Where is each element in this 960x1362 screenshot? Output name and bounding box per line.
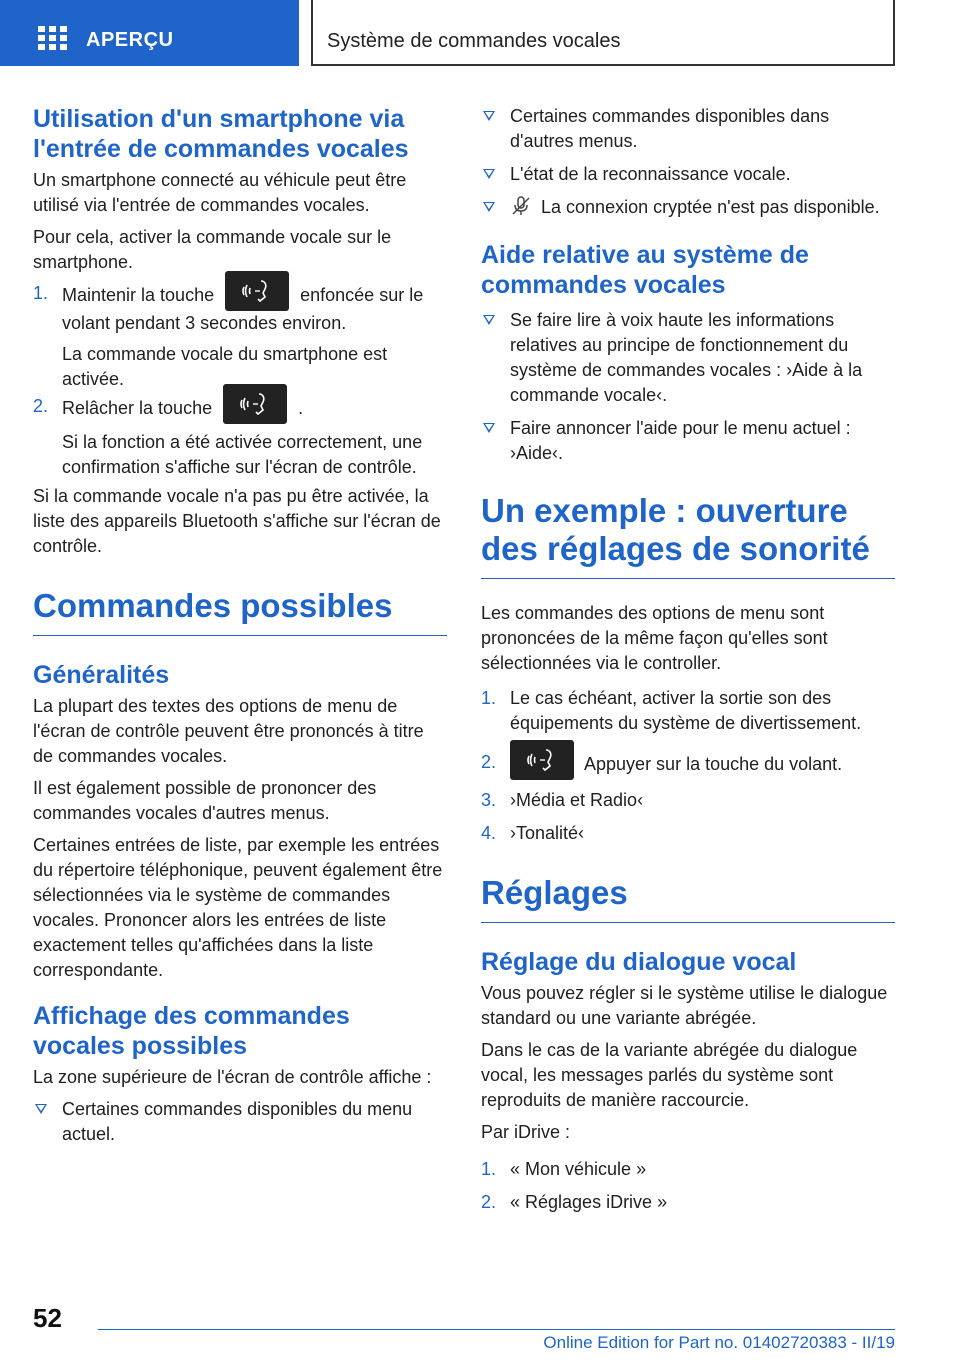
step-note: La commande vocale du smartphone est activée. bbox=[62, 344, 388, 389]
list-item bbox=[481, 104, 895, 154]
bullet-text bbox=[510, 195, 895, 220]
step-number: 1. bbox=[481, 688, 497, 708]
page-number: 52 bbox=[33, 1303, 62, 1333]
subsection-title-display: Affichage des commandes vocales possibles bbox=[33, 1002, 350, 1060]
chapter-title: Système de commandes vocales bbox=[327, 30, 621, 52]
paragraph: Dans le cas de la variante abrégée du dialogue vocal, les messages parlés du système sont reproduits de manière raccourcie. bbox=[481, 1040, 858, 1110]
section-heading-commands: Commandes possibles bbox=[33, 587, 447, 636]
paragraph: La zone supérieure de l'écran de contrôle affiche : bbox=[33, 1067, 432, 1087]
list-item bbox=[481, 1190, 895, 1215]
step-text-pre: Relâcher la touche bbox=[62, 397, 213, 418]
step-number: 2. bbox=[481, 1192, 497, 1212]
right-column bbox=[481, 104, 895, 1223]
list-item bbox=[481, 686, 895, 736]
triangle-bullet-icon bbox=[483, 202, 495, 212]
step-text: « Réglages iDrive » bbox=[510, 1192, 668, 1212]
paragraph: Certaines entrées de liste, par exemple les entrées du répertoire téléphonique, peuvent également être sélectionnées via le système de commandes vocales. Prononcer alors les entrées de liste exactement telles qu'affichées dans la liste correspondante. bbox=[33, 835, 443, 980]
paragraph: Par iDrive : bbox=[481, 1122, 571, 1142]
left-column bbox=[33, 104, 447, 1155]
list-item bbox=[33, 281, 447, 392]
bullet-text: L'état de la reconnaissance vocale. bbox=[510, 164, 791, 184]
paragraph: Si la commande vocale n'a pas pu être activée, la liste des appareils Bluetooth s'affiche sur l'écran de contrôle. bbox=[33, 486, 441, 556]
list-item bbox=[481, 788, 895, 813]
subsection-title-dialog: Réglage du dialogue vocal bbox=[481, 948, 797, 976]
triangle-bullet-icon bbox=[483, 423, 495, 433]
bullet-text: Faire annoncer l'aide pour le menu actuel : ›Aide‹. bbox=[510, 418, 851, 463]
voice-button-icon bbox=[223, 384, 287, 424]
voice-button-icon bbox=[510, 740, 574, 780]
section-heading-example: Un exemple : ouverture des réglages de sonorité bbox=[481, 492, 895, 579]
step-text: Le cas échéant, activer la sortie son des équipements du système de divertissement. bbox=[510, 688, 862, 733]
list-item bbox=[481, 162, 895, 187]
step-text bbox=[62, 281, 447, 336]
paragraph: Pour cela, activer la commande vocale sur le smartphone. bbox=[33, 227, 392, 272]
triangle-bullet-icon bbox=[483, 315, 495, 325]
subsection-title-general: Généralités bbox=[33, 661, 170, 689]
subsection-title-help: Aide relative au système de commandes vocales bbox=[481, 241, 809, 299]
step-text bbox=[510, 750, 895, 780]
grid-icon bbox=[38, 26, 68, 50]
voice-button-icon bbox=[225, 271, 289, 311]
list-item bbox=[33, 1097, 447, 1147]
paragraph: La plupart des textes des options de menu de l'écran de contrôle peuvent être prononcés à titre de commandes vocales. bbox=[33, 696, 424, 766]
list-item bbox=[481, 1157, 895, 1182]
paragraph: Un smartphone connecté au véhicule peut être utilisé via l'entrée de commandes vocales. bbox=[33, 170, 407, 215]
overview-tab-label: APERÇU bbox=[86, 29, 174, 51]
triangle-bullet-icon bbox=[483, 169, 495, 179]
microphone-crossed-icon bbox=[510, 195, 532, 217]
step-number: 1. bbox=[33, 283, 49, 303]
chapter-title-box bbox=[311, 0, 895, 66]
step-text-pre: Maintenir la touche bbox=[62, 284, 215, 305]
step-text: « Mon véhicule » bbox=[510, 1159, 647, 1179]
list-item bbox=[481, 750, 895, 780]
step-number: 4. bbox=[481, 823, 497, 843]
list-item bbox=[481, 416, 895, 466]
paragraph: Il est également possible de prononcer des commandes vocales d'autres menus. bbox=[33, 778, 377, 823]
step-text-post: enfoncée sur le volant pendant 3 secondes environ. bbox=[62, 284, 424, 333]
triangle-bullet-icon bbox=[35, 1104, 47, 1114]
step-number: 3. bbox=[481, 790, 497, 810]
step-text: ›Tonalité‹ bbox=[510, 823, 585, 843]
bullet-text-content: La connexion cryptée n'est pas disponible. bbox=[541, 197, 880, 217]
step-number: 2. bbox=[481, 752, 497, 772]
page-header bbox=[0, 0, 960, 66]
edition-footer: Online Edition for Part no. 01402720383 - II/19 bbox=[543, 1333, 895, 1352]
list-item bbox=[481, 308, 895, 408]
paragraph: Les commandes des options de menu sont prononcées de la même façon qu'elles sont sélectionnées via le controller. bbox=[481, 603, 828, 673]
step-text-post: . bbox=[298, 397, 304, 418]
bullet-text: Certaines commandes disponibles dans d'autres menus. bbox=[510, 106, 830, 151]
section-title-smartphone: Utilisation d'un smartphone via l'entrée de commandes vocales bbox=[33, 105, 409, 163]
step-note: Si la fonction a été activée correctement, une confirmation s'affiche sur l'écran de contrôle. bbox=[62, 432, 423, 477]
list-item bbox=[33, 394, 447, 480]
list-item bbox=[481, 821, 895, 846]
step-number: 1. bbox=[481, 1159, 497, 1179]
paragraph: Vous pouvez régler si le système utilise le dialogue standard ou une variante abrégée. bbox=[481, 983, 888, 1028]
bullet-text: Se faire lire à voix haute les informations relatives au principe de fonctionnement du système de commandes vocales : ›Aide à la commande vocale‹. bbox=[510, 310, 863, 405]
step-number: 2. bbox=[33, 396, 49, 416]
footer-divider bbox=[98, 1329, 895, 1330]
step-text-content: Appuyer sur la touche du volant. bbox=[584, 753, 843, 774]
section-heading-settings: Réglages bbox=[481, 874, 895, 923]
list-item bbox=[481, 195, 895, 220]
step-text: ›Média et Radio‹ bbox=[510, 790, 644, 810]
step-text bbox=[62, 394, 447, 424]
overview-tab[interactable] bbox=[0, 0, 299, 66]
triangle-bullet-icon bbox=[483, 111, 495, 121]
bullet-text: Certaines commandes disponibles du menu actuel. bbox=[62, 1099, 413, 1144]
